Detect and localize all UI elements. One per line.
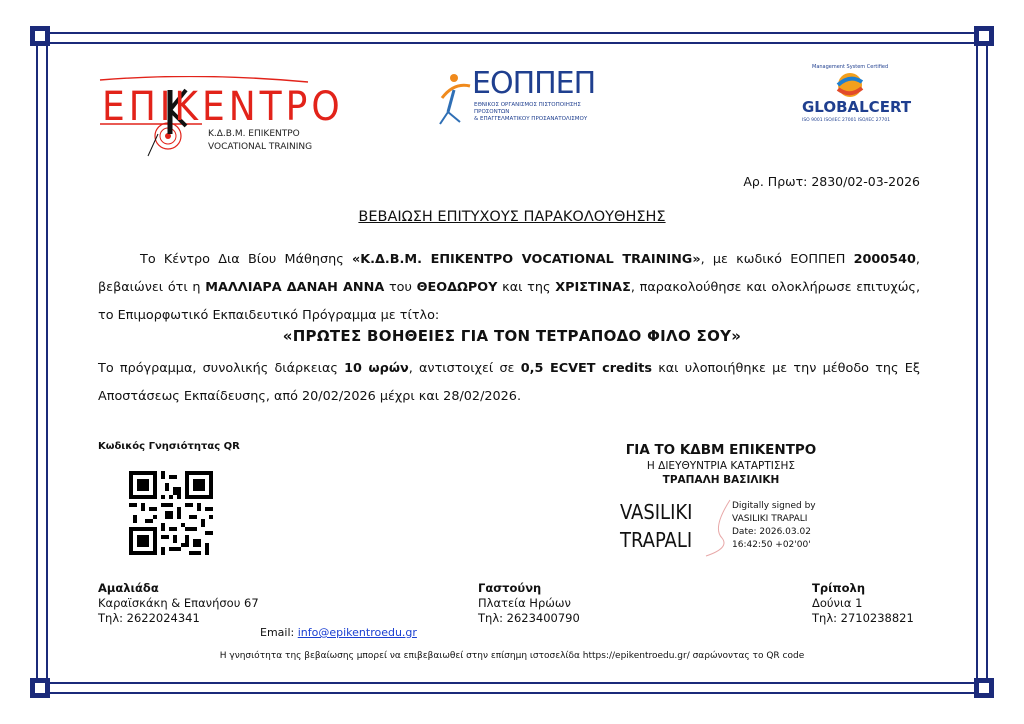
address-gastouni: [478, 581, 580, 626]
body-text: και της: [497, 280, 556, 295]
address-street: Καραϊσκάκη & Επανήσου 67: [98, 596, 259, 610]
globalcert-tagline: Management System Certified: [812, 64, 889, 70]
body-text: του: [384, 280, 417, 295]
signatory-name: ΤΡΑΠΑΛΗ ΒΑΣΙΛΙΚΗ: [662, 474, 780, 486]
address-city: Γαστούνη: [478, 581, 542, 595]
address-city: Τρίπολη: [812, 581, 866, 595]
body-text: Το πρόγραμμα, συνολικής διάρκειας: [98, 361, 345, 376]
body-text: και υλοποιήθηκε με την μέθοδο της Εξ Αποστάσεως Εκπαίδευσης, από 20/02/2026 μέχρι και 28/02/2026.: [98, 361, 920, 404]
globalcert-standards: ISO 9001 ISO/IEC 27001 ISO/IEC 27701: [802, 118, 891, 123]
body-text: , αντιστοιχεί σε: [408, 361, 521, 376]
eoppep-subtitle: [474, 102, 604, 123]
eoppep-logo: [436, 68, 596, 130]
signatory-role: Η ΔΙΕΥΘΥΝΤΡΙΑ ΚΑΤΑΡΤΙΣΗΣ: [646, 460, 796, 472]
address-tripoli: [812, 581, 914, 626]
center-name: «Κ.Δ.Β.Μ. ΕΠΙΚΕΝΤΡΟ VOCATIONAL TRAINING»: [351, 252, 701, 267]
body-text: , παρακολούθησε και ολοκλήρωσε επιτυχώς, το Επιμορφωτικό Εκπαιδευτικό Πρόγραμμα με τίτλο:: [98, 280, 921, 323]
globalcert-logo: [800, 64, 912, 134]
qr-label: Κωδικός Γνησιότητας QR: [98, 441, 240, 452]
digital-signature-details: [732, 500, 816, 552]
eoppep-subtitle-line: & ΕΠΑΓΓΕΛΜΑΤΙΚΟΥ ΠΡΟΣΑΝΑΤΟΛΙΣΜΟΥ: [474, 116, 588, 122]
signature-detail-line: Date: 2026.03.02: [732, 527, 811, 537]
signature-detail-line: 16:42:50 +02'00': [732, 540, 811, 550]
eoppep-subtitle-line: ΕΘΝΙΚΟΣ ΟΡΓΑΝΙΣΜΟΣ ΠΙΣΤΟΠΟΙΗΣΗΣ ΠΡΟΣΟΝΤΩΝ: [474, 102, 581, 115]
address-phone: Τηλ: 2622024341: [98, 611, 200, 625]
email-label: Email:: [260, 626, 298, 639]
certificate-body: [98, 246, 920, 330]
trainee-name: ΜΑΛΛΙΑΡΑ ΔΑΝΑΗ ΑΝΝΑ: [205, 280, 385, 295]
protocol-number: Αρ. Πρωτ: 2830/02-03-2026: [743, 174, 920, 189]
body-text: , βεβαιώνει ότι η: [98, 252, 920, 295]
address-phone: Τηλ: 2623400790: [478, 611, 580, 625]
digital-signature[interactable]: [620, 498, 840, 560]
corner-ornament: [30, 26, 50, 46]
program-credits: 0,5 ECVET credits: [520, 361, 652, 376]
signature-last-name: TRAPALI: [620, 528, 693, 552]
qr-code[interactable]: [129, 471, 213, 555]
corner-ornament: [30, 678, 50, 698]
father-name: ΘΕΟΔΩΡΟΥ: [416, 280, 498, 295]
program-details: [98, 355, 920, 411]
epikentro-logo: [98, 76, 344, 158]
signatory-org: ΓΙΑ ΤΟ ΚΔΒΜ ΕΠΙΚΕΝΤΡΟ: [625, 442, 817, 458]
corner-ornament: [974, 26, 994, 46]
verification-note: Η γνησιότητα της βεβαίωσης μπορεί να επιβεβαιωθεί στην επίσημη ιστοσελίδα https://epikentroedu.gr/ σαρώνοντας το QR code: [219, 651, 805, 661]
epikentro-wordmark: ΕΠΙΚΕΝΤΡΟ: [102, 84, 344, 130]
eoppep-code: 2000540: [853, 252, 916, 267]
address-street: Δούνια 1: [812, 596, 863, 610]
signature-detail-line: VASILIKI TRAPALI: [732, 514, 808, 524]
email-line: [260, 626, 417, 639]
globalcert-wordmark: GLOBALCERT: [802, 98, 912, 116]
program-title: «ΠΡΩΤΕΣ ΒΟΗΘΕΙΕΣ ΓΙΑ ΤΟΝ ΤΕΤΡΑΠΟΔΟ ΦΙΛΟ ΣΟΥ»: [282, 327, 742, 345]
signature-first-name: VASILIKI: [620, 500, 693, 524]
program-duration: 10 ωρών: [344, 361, 409, 376]
signature-detail-line: Digitally signed by: [732, 501, 816, 511]
mother-name: ΧΡΙΣΤΙΝΑΣ: [555, 280, 631, 295]
body-text: Το Κέντρο Δια Βίου Μάθησης: [140, 252, 352, 267]
epikentro-subtitle: Κ.Δ.Β.Μ. ΕΠΙΚΕΝΤΡΟ: [208, 129, 300, 139]
address-street: Πλατεία Ηρώων: [478, 596, 571, 610]
address-phone: Τηλ: 2710238821: [812, 611, 914, 625]
address-city: Αμαλιάδα: [98, 581, 159, 595]
body-text: , με κωδικό ΕΟΠΠΕΠ: [700, 252, 854, 267]
epikentro-subtitle-2: VOCATIONAL TRAINING: [208, 142, 313, 152]
signatory-block: [590, 442, 852, 486]
globalcert-emblem-icon: [830, 70, 870, 100]
corner-ornament: [974, 678, 994, 698]
email-link[interactable]: info@epikentroedu.gr: [297, 626, 417, 639]
certificate-title: ΒΕΒΑΙΩΣΗ ΕΠΙΤΥΧΟΥΣ ΠΑΡΑΚΟΛΟΥΘΗΣΗΣ: [358, 209, 666, 225]
eoppep-wordmark: ΕΟΠΠΕΠ: [472, 66, 596, 101]
eoppep-figure-icon: [436, 68, 476, 130]
address-amaliada: [98, 581, 259, 626]
